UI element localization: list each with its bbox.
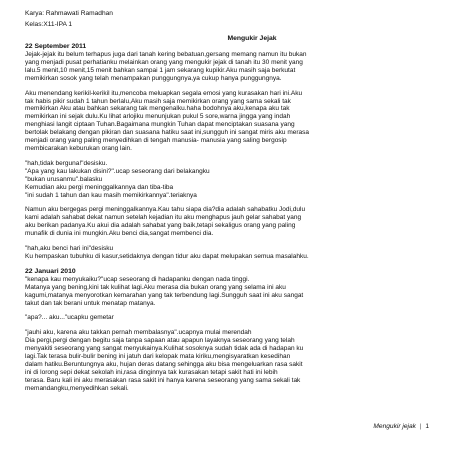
text-line: "hah,tidak berguna!"desisku.: [25, 159, 108, 167]
footer-separator: |: [419, 423, 422, 430]
text-line: memandangku,menyedihkan sekali.: [25, 384, 129, 392]
footer-title: Mengukir jejak: [373, 423, 416, 430]
text-line: "hah,aku benci hari ini"desisku: [25, 245, 114, 253]
text-line: kagumi,matanya menyorotkan kemarahan yang tak terbendung lagi.Sungguh saat ini aku sangat: [25, 291, 304, 299]
text-line: aku berikan padanya.Ku akui dia adalah sahabat yang baik,tetapi sekaligus orang yang paling: [25, 222, 296, 230]
text-line: Matanya yang bening,kini tak kulihat lagi.Aku merasa dia bukan orang yang selama ini aku: [25, 283, 286, 291]
text-line: yang menjadi pusat perhatianku melainkan orang yang mengukir jejak di tanah itu 30 menit yang: [25, 58, 303, 66]
text-line: Namun aku bergegas pergi meninggalkannya.Kau tahu siapa dia?dia adalah sahabatku Jodi,dulu: [25, 206, 306, 214]
text-line: takut dan tak berani untuk menatap matanya.: [25, 299, 156, 307]
paragraph-7: [25, 314, 429, 322]
page-number: 1: [425, 423, 429, 430]
text-line: Jejak-jejak itu belum terhapus juga dari tanah kering bebatuan,gersang memang namun itu bukan: [25, 51, 307, 58]
paragraph-5: [25, 245, 429, 261]
text-line: memikirkan sosok yang telah menampakan punggungnya,ya cukup hanya punggungnya.: [25, 74, 282, 82]
text-line: menghiasi langit ciptaan Tuhan.Bagaimana mungkin Tuhan dapat menciptakan suasana yang: [25, 121, 295, 129]
class-line: Kelas:X11-IPA 1: [25, 21, 73, 28]
text-line: menjadi orang yang paling menyedihkan di tengah manusia- manusia yang saling bergosip: [25, 137, 287, 145]
text-line: "bukan urusanmu".balasku: [25, 175, 103, 183]
text-line: munafik di dunia ini mungkin.Aku benci dia,sangat membenci dia.: [25, 230, 214, 238]
text-line: "kenapa kau menyukaiku?"ucap seseorang di hadapanku dengan nada tinggi.: [25, 275, 250, 283]
paragraph-8: [25, 329, 429, 392]
text-line: lalu.5 menit,10 menit,15 menit bahkan sampai 1 jam sekarang kupikir.Aku masih saja berkutat: [25, 66, 296, 74]
text-line: kami adalah sahabat dekat namun setelah kejadian itu aku menghapus jauh gelar sahabat yang: [25, 214, 302, 222]
paragraph-2: [25, 90, 429, 153]
section-date-2: 22 Januari 2010: [25, 267, 76, 275]
text-line: memikirkan ini sejak dulu.Ku lihat arlojiku menunjukan pukul 5 sore,warna jingga yang indah: [25, 113, 291, 121]
story-title: Mengukir Jejak: [227, 35, 277, 42]
paragraph-1: [25, 51, 429, 83]
text-line: memikirkan Aku atau bahkan sekarang tak mengenalku.haha bodohnya aku,kenapa aku tak: [25, 105, 290, 113]
paragraph-4: [25, 206, 429, 238]
text-line: "jauhi aku, karena aku takkan pernah membalasnya".ucapnya mulai merendah: [25, 329, 252, 337]
text-line: "ini sudah 1 tahun dan kau masih memikirkannya".teriaknya: [25, 191, 197, 199]
text-line: terasa. Baru kali ini aku merasakan rasa sakit ini hanya karena seseorang yang sama sekali tak: [25, 376, 301, 384]
text-line: "apa?... aku..."ucapku gemetar: [25, 314, 114, 322]
text-line: lagi.Tak terasa bulir-bulir bening ini jatuh dari kelopak mata kiriku,mengisyaratkan kesedihan: [25, 353, 291, 361]
text-line: menyakiti seseorang yang sangat menyukainya.Kulihat sosoknya sudah tidak ada di hadapan ku: [25, 345, 304, 353]
section-date-1: 22 September 2011: [25, 43, 87, 50]
text-line: Aku menendang kerikil-kerikil itu,mencoba meluapkan segala emosi yang kurasakan hari ini.Aku: [25, 89, 303, 97]
text-line: tak habis pikir sudah 1 tahun berlalu,Aku masih saja memikirkan orang yang sama sekali tak: [25, 97, 291, 105]
paragraph-6: [25, 276, 429, 308]
text-line: Dia pergi,pergi dengan begitu saja tanpa sapaan atau apapun layaknya seseorang yang telah: [25, 337, 295, 345]
text-line: membicarakan keburukan orang lain.: [25, 144, 132, 152]
page-footer: [373, 423, 429, 431]
paragraph-3: [25, 160, 429, 200]
text-line: Kemudian aku pergi meninggalkannya dan tiba-tiba: [25, 183, 174, 191]
author-line: Karya: Rahmawati Ramadhan: [25, 10, 113, 17]
text-line: "Apa yang kau lakukan disini?".ucap seseorang dari belakangku: [25, 167, 210, 175]
text-line: Ku hempaskan tubuhku di kasur,setidaknya dengan tidur aku dapat melupakan semua masalahku.: [25, 252, 309, 260]
text-line: bertolak belakang dengan pikiran dan suasana hatiku saat ini,sungguh ini sangat miris aku merasa: [25, 129, 310, 137]
text-line: dalam hatiku.Beruntungnya aku, hujan deras datang sehingga aku bisa mengeluarkan rasa sakit: [25, 361, 303, 368]
text-line: ini di lorong sepi dekat sekolah ini,rasa dinginnya tak kurasakan tetapi sakit hati ini lebih: [25, 368, 278, 376]
